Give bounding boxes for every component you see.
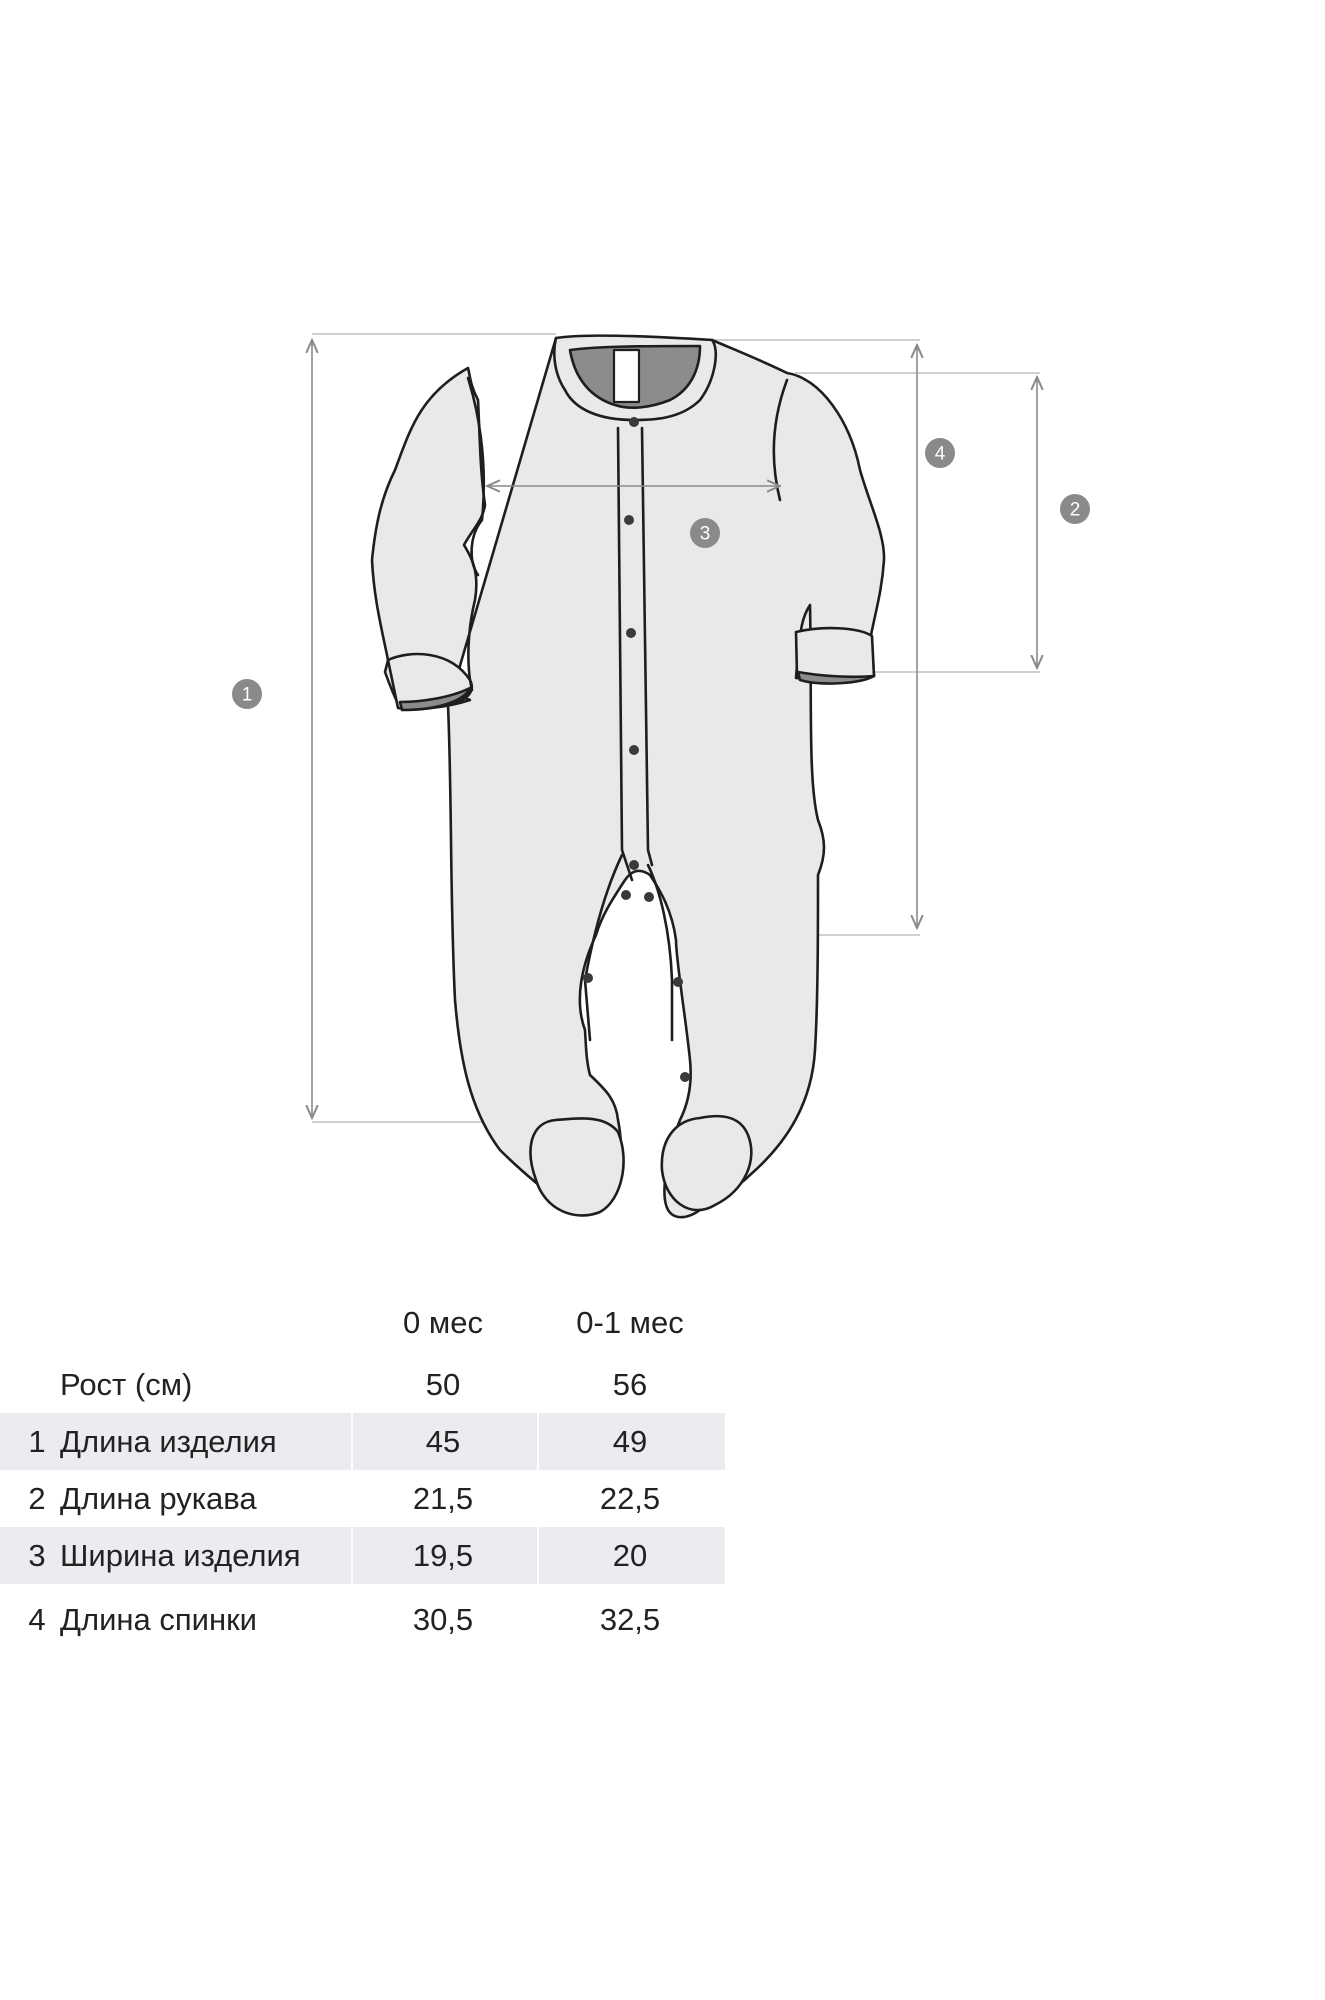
row-number: 4 — [28, 1602, 46, 1637]
foot-left — [531, 1118, 624, 1215]
row-number: 3 — [28, 1538, 46, 1573]
row-label: Длина спинки — [60, 1602, 257, 1637]
row-value: 19,5 — [412, 1538, 474, 1573]
marker-1 — [232, 679, 262, 709]
snap — [621, 890, 631, 900]
sleepsuit-illustration — [372, 336, 884, 1218]
row-number — [18, 1356, 56, 1413]
row-value: 30,5 — [412, 1602, 474, 1637]
row-value: 56 — [612, 1367, 648, 1402]
marker-2 — [1060, 494, 1090, 524]
row-label: Ширина изделия — [60, 1538, 301, 1573]
row-value: 22,5 — [599, 1481, 661, 1516]
snap — [629, 860, 639, 870]
row-label: Длина рукава — [60, 1481, 257, 1516]
row-label: Рост (см) — [60, 1367, 193, 1402]
cuff-right — [796, 628, 874, 679]
row-number: 1 — [28, 1424, 46, 1459]
snap — [583, 973, 593, 983]
row-value: 20 — [612, 1538, 648, 1573]
table-row — [0, 1470, 1325, 1527]
marker-3 — [690, 518, 720, 548]
label-tag — [614, 350, 639, 402]
column-header-0-months: 0 мес — [403, 1305, 483, 1340]
row-number: 2 — [28, 1481, 46, 1516]
snap — [680, 1072, 690, 1082]
row-value: 50 — [425, 1367, 461, 1402]
table-row — [0, 1527, 1325, 1584]
table-row — [0, 1356, 1325, 1413]
table-row — [0, 1413, 1325, 1470]
snap — [624, 515, 634, 525]
snap — [629, 417, 639, 427]
table-row — [0, 1584, 1325, 1656]
snap — [629, 745, 639, 755]
row-value: 32,5 — [599, 1602, 661, 1637]
row-value: 21,5 — [412, 1481, 474, 1516]
column-header-0-1-months: 0-1 мес — [576, 1305, 684, 1340]
marker-4 — [925, 438, 955, 468]
snap — [626, 628, 636, 638]
sleepsuit-body — [372, 338, 884, 1217]
svg-text:4: 4 — [934, 443, 946, 465]
svg-text:3: 3 — [699, 523, 711, 545]
table-header-row — [0, 1290, 1325, 1356]
row-value: 45 — [425, 1424, 461, 1459]
foot-right — [662, 1116, 752, 1210]
row-value: 49 — [612, 1424, 648, 1459]
snap — [644, 892, 654, 902]
row-label: Длина изделия — [60, 1424, 277, 1459]
svg-text:1: 1 — [241, 684, 253, 706]
snap — [673, 977, 683, 987]
svg-text:2: 2 — [1069, 499, 1081, 521]
size-table — [0, 1290, 1325, 1656]
